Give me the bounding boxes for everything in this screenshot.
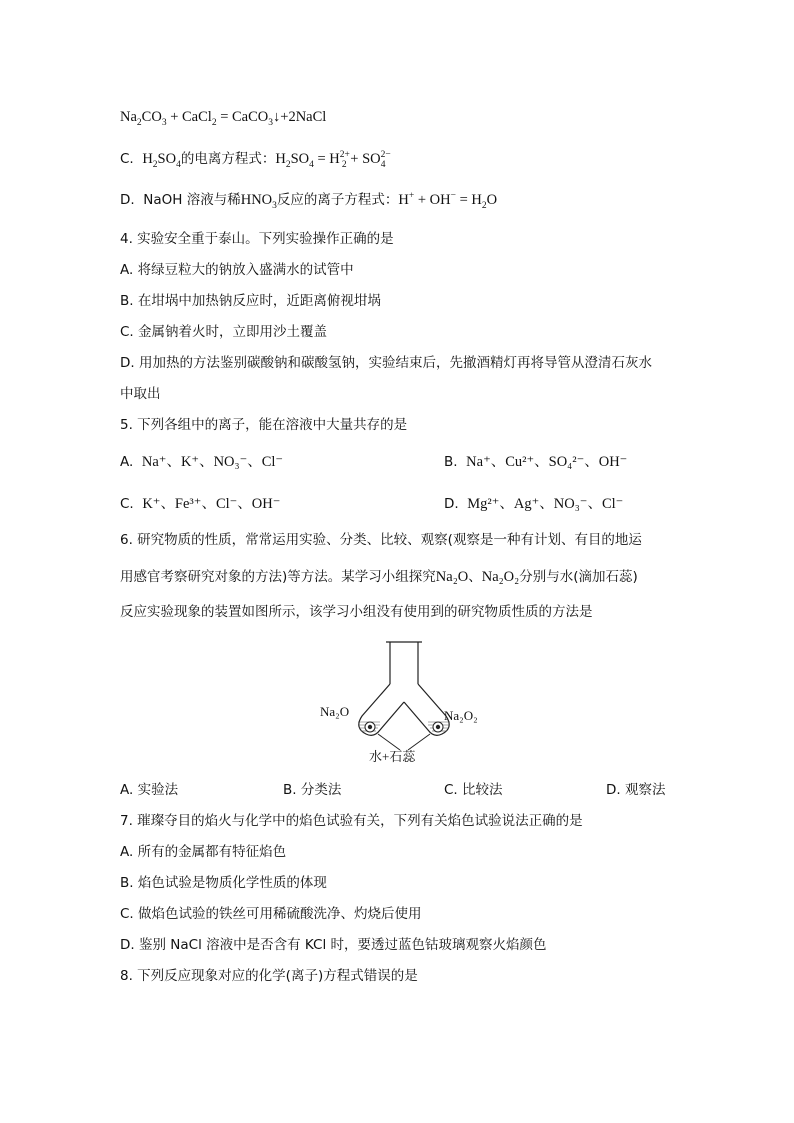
q4-option-a: A. 将绿豆粒大的钠放入盛满水的试管中: [120, 262, 354, 278]
equation-continuation: $Na_2CO_3$ + CaCl$_2$ = CaCO$_3$↓+2NaCl: [120, 109, 327, 128]
y-tube-figure: [314, 636, 494, 766]
q6-option-c: C. 比较法: [444, 782, 503, 798]
prev-option-c: C. $H_2SO_4$的电离方程式：$H_2SO_4 = H^{2+}_2 + SO^{2-}_4$: [120, 150, 391, 170]
q4-option-b: B. 在坩埚中加热钠反应时，近距离俯视坩埚: [120, 293, 381, 309]
q7-option-a: A. 所有的金属都有特征焰色: [120, 844, 287, 860]
q6-stem-line2: 用感官考察研究对象的方法)等方法。某学习小组探究Na₂O、Na₂O₂分别与水(滴加石蕊): [120, 569, 638, 585]
q6-option-d: D. 观察法: [606, 782, 666, 798]
q7-option-d: D. 鉴别 NaCl 溶液中是否含有 KCl 时，要透过蓝色钴玻璃观察火焰颜色: [120, 937, 547, 953]
q4-option-d-cont: 中取出: [120, 386, 161, 402]
prev-option-d: D. NaOH 溶液与稀$HNO_3$反应的离子方程式：$H^+ + OH^- = H_2O$: [120, 191, 498, 211]
q6-stem-line1: 6. 研究物质的性质，常常运用实验、分类、比较、观察(观察是一种有计划、有目的地运: [120, 532, 642, 548]
q7-option-c: C. 做焰色试验的铁丝可用稀硫酸洗净、灼烧后使用: [120, 906, 422, 922]
q6-option-a: A. 实验法: [120, 782, 179, 798]
q7-stem: 7. 璀璨夺目的焰火与化学中的焰色试验有关，下列有关焰色试验说法正确的是: [120, 813, 583, 829]
q5-stem: 5. 下列各组中的离子，能在溶液中大量共存的是: [120, 417, 408, 433]
q8-stem: 8. 下列反应现象对应的化学(离子)方程式错误的是: [120, 968, 418, 984]
q6-stem-line3: 反应实验现象的装置如图所示，该学习小组没有使用到的研究物质性质的方法是: [120, 604, 593, 620]
q4-option-c: C. 金属钠着火时，立即用沙土覆盖: [120, 324, 328, 340]
q7-option-b: B. 焰色试验是物质化学性质的体现: [120, 875, 327, 891]
figure-label-water: 水+石蕊: [369, 749, 416, 764]
q4-option-d: D. 用加热的方法鉴别碳酸钠和碳酸氢钠，实验结束后，先撤酒精灯再将导管从澄清石灰水: [120, 355, 652, 371]
figure-label-na2o: Na₂O: [320, 704, 350, 719]
q5-option-c: C. K⁺、Fe³⁺、Cl⁻、OH⁻: [120, 496, 281, 512]
q6-option-b: B. 分类法: [283, 782, 342, 798]
q5-option-d: D. Mg²⁺、Ag⁺、NO₃⁻、Cl⁻: [444, 496, 624, 512]
q4-stem: 4. 实验安全重于泰山。下列实验操作正确的是: [120, 231, 394, 247]
q5-option-a: A. Na⁺、K⁺、NO₃⁻、Cl⁻: [120, 454, 284, 470]
q5-option-b: B. Na⁺、Cu²⁺、SO₄²⁻、OH⁻: [444, 454, 628, 470]
figure-label-na2o2: Na₂O₂: [444, 708, 478, 723]
